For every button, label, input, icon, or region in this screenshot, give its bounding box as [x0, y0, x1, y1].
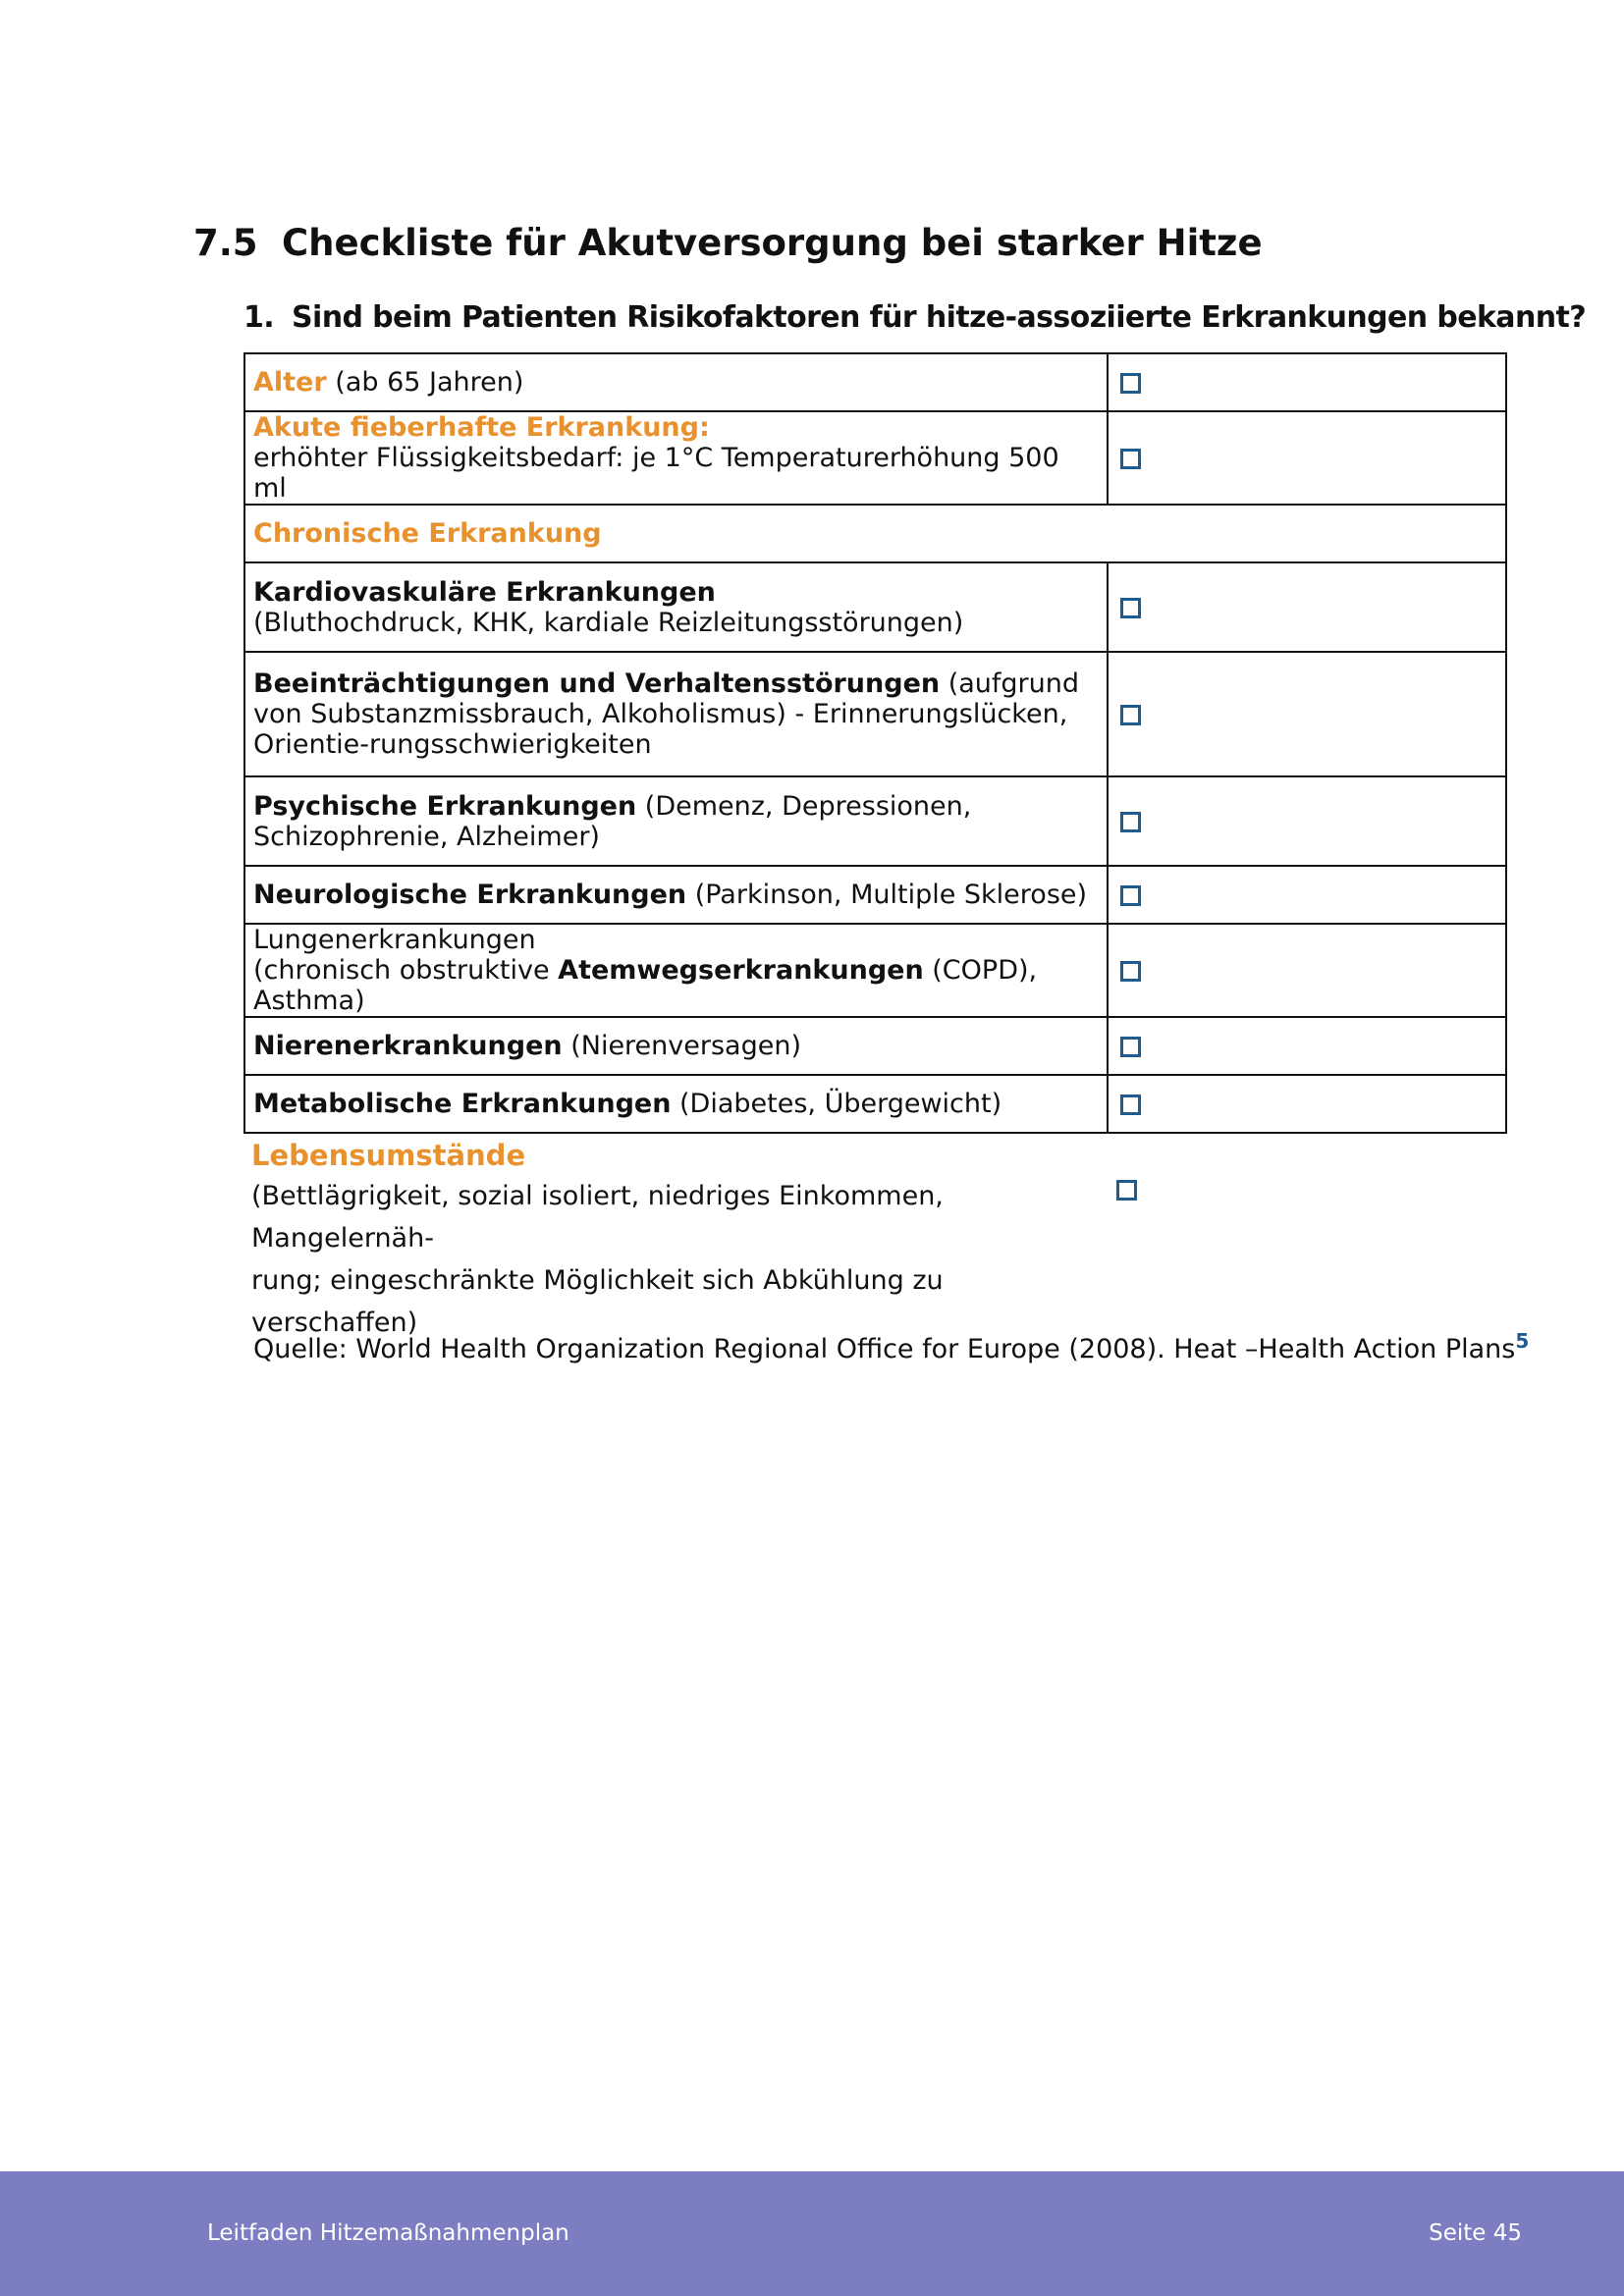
- lebensumstaende-block: [251, 1136, 1115, 1344]
- question-number: 1.: [244, 300, 275, 335]
- checkbox-cell: [1108, 411, 1506, 505]
- row-highlight: Akute fieberhafte Erkrankung:: [253, 412, 710, 443]
- checkbox-cell: [1108, 1017, 1506, 1075]
- checkbox-cell: [1108, 353, 1506, 411]
- risk-factor-checklist: [244, 352, 1507, 1134]
- source-text: Quelle: World Health Organization Regional Office for Europe (2008). Heat –Health Action Plans: [253, 1334, 1516, 1364]
- checkbox-alter[interactable]: [1120, 373, 1141, 394]
- row-label: [244, 776, 1108, 866]
- row-bold: Atemwegserkrankungen: [558, 955, 924, 986]
- checkbox-cell: [1108, 924, 1506, 1017]
- checklist-row-psychisch: [244, 776, 1506, 866]
- row-detail-pre: (chronisch obstruktive: [253, 955, 559, 986]
- checklist-row-neurologisch: [244, 866, 1506, 924]
- checkbox-akut[interactable]: [1120, 449, 1141, 469]
- row-label: [244, 1075, 1108, 1133]
- row-detail: (Demenz, Depressionen, Schizophrenie, Alzheimer): [253, 790, 972, 852]
- checkbox-niere[interactable]: [1120, 1037, 1141, 1057]
- checkbox-cell: [1108, 866, 1506, 924]
- checklist-row-alter: [244, 353, 1506, 411]
- checkbox-cell: [1108, 652, 1506, 776]
- row-line2: [253, 955, 1099, 1016]
- section-heading: [193, 222, 1263, 264]
- checkbox-lebensumstaende[interactable]: [1116, 1180, 1137, 1201]
- row-bold: Kardiovaskuläre Erkrankungen: [253, 576, 716, 608]
- lebensumstaende-heading: Lebensumstände: [251, 1139, 526, 1172]
- footer-page-number: Seite 45: [1429, 2220, 1522, 2246]
- row-bold: Neurologische Erkrankungen: [253, 880, 687, 910]
- row-label: [244, 411, 1108, 505]
- checkbox-cell: [1108, 1075, 1506, 1133]
- section-number: 7.5: [193, 222, 258, 264]
- row-detail: (Nierenversagen): [562, 1031, 801, 1061]
- checklist-row-metabolisch: [244, 1075, 1506, 1133]
- lebensumstaende-line2: rung; eingeschränkte Möglichkeit sich Abkühlung zu verschaffen): [251, 1265, 944, 1338]
- checkbox-neurologisch[interactable]: [1120, 885, 1141, 906]
- row-detail: (Parkinson, Multiple Sklerose): [686, 880, 1088, 910]
- checklist-row-niere: [244, 1017, 1506, 1075]
- row-bold: Nierenerkrankungen: [253, 1031, 563, 1061]
- footnote-ref[interactable]: 5: [1515, 1329, 1530, 1353]
- row-label: [244, 353, 1108, 411]
- row-label: [244, 866, 1108, 924]
- row-label: [244, 924, 1108, 1017]
- source-citation: [253, 1329, 1529, 1364]
- checkbox-psychisch[interactable]: [1120, 812, 1141, 832]
- section-title: Checkliste für Akutversorgung bei starker Hitze: [282, 222, 1263, 264]
- row-label: [244, 652, 1108, 776]
- checkbox-cell: [1108, 776, 1506, 866]
- row-detail: (Diabetes, Übergewicht): [671, 1089, 1002, 1119]
- question-text: Sind beim Patienten Risikofaktoren für hitze-assoziierte Erkrankungen bekannt?: [292, 300, 1586, 335]
- row-bold: Psychische Erkrankungen: [253, 790, 637, 822]
- lebensumstaende-line1: (Bettlägrigkeit, sozial isoliert, niedriges Einkommen, Mangelernäh-: [251, 1181, 944, 1254]
- row-label: [244, 562, 1108, 652]
- row-label: [244, 1017, 1108, 1075]
- row-detail: (ab 65 Jahren): [335, 367, 524, 398]
- checkbox-kardio[interactable]: [1120, 598, 1141, 618]
- chronic-heading: Chronische Erkrankung: [253, 518, 602, 549]
- checkbox-cell: [1108, 562, 1506, 652]
- row-detail-post: (COPD), Asthma): [253, 955, 1038, 1016]
- row-detail: (aufgrund von Substanzmissbrauch, Alkoholismus) - Erinnerungslücken, Orientie-rungsschwierigkeiten: [253, 668, 1080, 760]
- row-bold: Metabolische Erkrankungen: [253, 1089, 672, 1119]
- checkbox-metabolisch[interactable]: [1120, 1095, 1141, 1115]
- checkbox-lunge[interactable]: [1120, 961, 1141, 982]
- row-line1: Lungenerkrankungen: [253, 925, 536, 955]
- footer-document-title: Leitfaden Hitzemaßnahmenplan: [207, 2220, 569, 2246]
- checklist-row-beeintraechtigungen: [244, 652, 1506, 776]
- row-detail: (Bluthochdruck, KHK, kardiale Reizleitungsstörungen): [253, 607, 964, 638]
- question-heading: [244, 300, 1586, 335]
- row-bold: Beeinträchtigungen und Verhaltensstörungen: [253, 668, 941, 699]
- row-heading-cell: [244, 505, 1506, 562]
- checklist-row-akut: [244, 411, 1506, 505]
- row-detail: erhöhter Flüssigkeitsbedarf: je 1°C Temperaturerhöhung 500 ml: [253, 443, 1059, 504]
- checklist-heading-row: [244, 505, 1506, 562]
- page-footer: [0, 2171, 1624, 2296]
- checklist-row-lunge: [244, 924, 1506, 1017]
- row-highlight: Alter: [253, 367, 327, 398]
- checklist-row-kardio: [244, 562, 1506, 652]
- checkbox-beeintraechtigungen[interactable]: [1120, 705, 1141, 725]
